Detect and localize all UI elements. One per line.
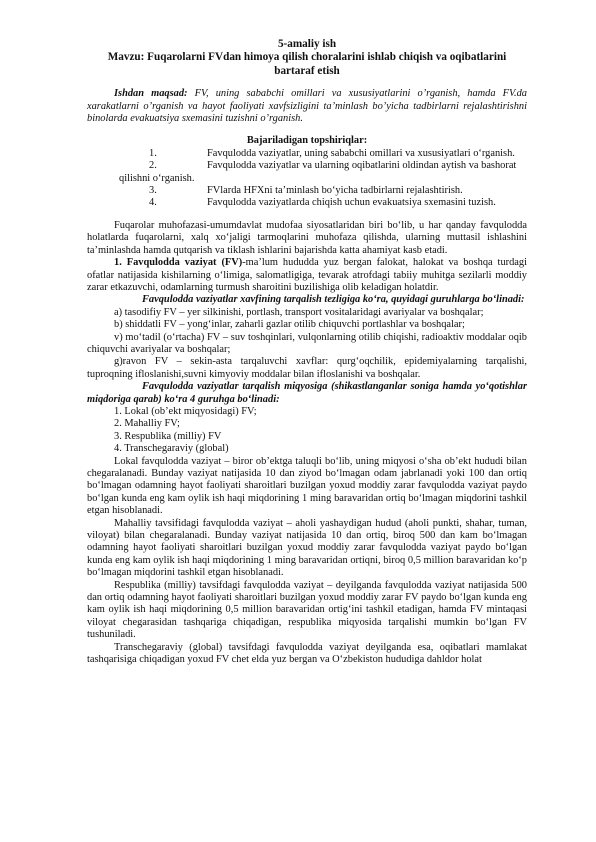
task-item: 1. Favqulodda vaziyatlar, uning sababchi omillari va xususiyatlari o‘rganish. — [149, 147, 515, 159]
global-fv-paragraph: Transchegaraviy (global) tavsifdagi favqulodda vaziyat deyilganda esa, oqibatlari mamlakat tashqarisiga chiqadigan yoxud FV chet elda yuz bergan va O‘zbekiston hududiga dahldor holat — [87, 641, 527, 666]
speed-item: v) mo‘tadil (o‘rtacha) FV – suv toshqinlari, vulqonlarning otilib chiqishi, radioaktiv moddalar oqib chiquvchi avariyalar va boshqalar; — [87, 331, 527, 355]
scale-item: 2. Mahalliy FV; — [114, 418, 180, 430]
scale-item: 4. Transchegaraviy (global) — [114, 443, 229, 455]
national-fv-paragraph: Respublika (milliy) tavsifdagi favqulodda vaziyat – deyilganda favqulodda vaziyat natijasida 500 dan ortiq odamning hayot faoliyati sharoitlari buzilgan yoxud moddiy zarar FV paydo bo‘lgan kunda eng kam oylik ish haqi miqdorining 0,5 million baravaridan ortig‘ini tashkil etadigan, hamda FV mintaqasi viloyat chegarasidan tashqariga chiqadigan, respublika miqyosida tarqalishi mumkin bo‘lgan FV tushuniladi. — [87, 579, 527, 641]
tasks-heading: Bajariladigan topshiriqlar: — [246, 135, 368, 147]
goal-paragraph — [87, 88, 527, 125]
topic-heading: Mavzu: Fuqarolarni FVdan himoya qilish choralarini ishlab chiqish va oqibatlarini bartaraf etish — [107, 51, 507, 77]
task-item: 4. Favqulodda vaziyatlarda chiqish uchun evakuatsiya sxemasini tuzish. — [149, 197, 496, 209]
task-item: 3. FVlarda HFXni ta’minlash bo‘yicha tadbirlarni rejalashtirish. — [149, 185, 463, 197]
intro-paragraph: Fuqarolar muhofazasi-umumdavlat mudofaa siyosatlaridan biri bo‘lib, u har qanday favqulodda holatlarda fuqarolarni, xalq xo‘jaligi tarmoqlarini muhofaza qilishda, ularning muttasil ishlashini ta’minlashda hamda qutqarish va tiklash ishlarini bajarishda katta ahamiyat kasb etadi. — [87, 219, 527, 256]
speed-item: a) tasodifiy FV – yer silkinishi, portlash, transport vositalaridagi avariyalar va boshqalar; — [114, 306, 484, 318]
definition-text: -ma’lum hududda yuz bergan falokat, halokat va boshqa turdagi ofatlar natijasida kishilarning o‘limiga, salomatligiga, tevarak atrofdagi tabiiy muhitga sezilarli moddiy zarar etkazuvchi, odamlarning turmush sharoitini buzilishiga olib keladigan holatdir. — [87, 257, 527, 293]
speed-groups-heading: Favqulodda vaziyatlar xavfining tarqalish tezligiga ko‘ra, quyidagi guruhlarga bo‘linadi: — [142, 294, 525, 306]
speed-item: g)ravon FV – sekin-asta tarqaluvchi xavflar: qurg‘oqchilik, epidemiyalarning tarqalishi, tuproqning ifloslanishi,suvni kimyoviy moddalar bilan ifloslanishi va boshqalar. — [87, 356, 527, 380]
speed-item: b) shiddatli FV – yong‘inlar, zaharli gazlar otilib chiquvchi portlashlar va boshqalar; — [114, 319, 465, 331]
tasks-list — [87, 148, 527, 210]
scale-item: 3. Respublika (milliy) FV — [114, 430, 222, 442]
document-page — [87, 38, 527, 667]
goal-label: Ishdan maqsad: — [114, 88, 188, 100]
regional-fv-paragraph: Mahalliy tavsifidagi favqulodda vaziyat – aholi yashaydigan hudud (aholi punkti, shahar, tuman, viloyat) bilan chegaralanadi. Bunday vaziyat natijasida 10 dan ortiq, biroq 500 dan kam bo‘lmagan odamning hayot faoliyati sharoitlari buzilgan yoxud moddiy zarar favqulodda vaziyat paydo bo‘lgan kunda eng kam oylik ish haqi miqdorining 1 ming baravaridan ortiqni, biroq 0,5 million baravaridan ko‘p bo‘lmagan miqdorini tashkil etgan hisoblanadi. — [87, 517, 527, 579]
page-title: 5-amaliy ish — [277, 38, 337, 50]
goal-text: FV, uning sababchi omillari va xususiyatlarini o’rganish, hamda FV.da xarakatlarni o’rganish va hayot faoliyati xavfsizligini ta’minlash bo’yicha tadbirlarni rejalashtirishni binolarda evakuatsiya sxemasini tuzishni o’rganish. — [87, 88, 527, 125]
scale-groups-heading: Favqulodda vaziyatlar tarqalish miqyosiga (shikastlanganlar soniga hamda yo‘qotishlar miqdoriga qarab) ko‘ra 4 guruhga bo‘linadi: — [87, 381, 527, 405]
task-item: 2. Favqulodda vaziyatlar va ularning oqibatlarini oldindan aytish va bashorat qilishni o‘rganish. — [119, 160, 517, 184]
definition-label: 1. Favqulodda vaziyat (FV) — [114, 257, 243, 269]
local-fv-paragraph: Lokal favqulodda vaziyat – biror ob’ektga taluqli bo‘lib, uning miqyosi o‘sha ob’ekt hududi bilan chegaralanadi. Bunday vaziyat natijasida 10 dan ziyod bo‘lmagan odam jabrlanadi yoki 100 dan ortiq bo‘lmagan odamning hayot faoliyati sharoitlari buzilgan yoxud moddiy zarar favqulodda vaziyat paydo bo‘lgan kunda eng kam oylik ish haqi miqdorining 1 ming baravaridan ortiq bo‘lmagan miqdorini tashkil etgan hisoblanadi. — [87, 455, 527, 517]
scale-item: 1. Lokal (ob’ekt miqyosidagi) FV; — [114, 405, 257, 417]
definition-paragraph — [87, 257, 527, 294]
